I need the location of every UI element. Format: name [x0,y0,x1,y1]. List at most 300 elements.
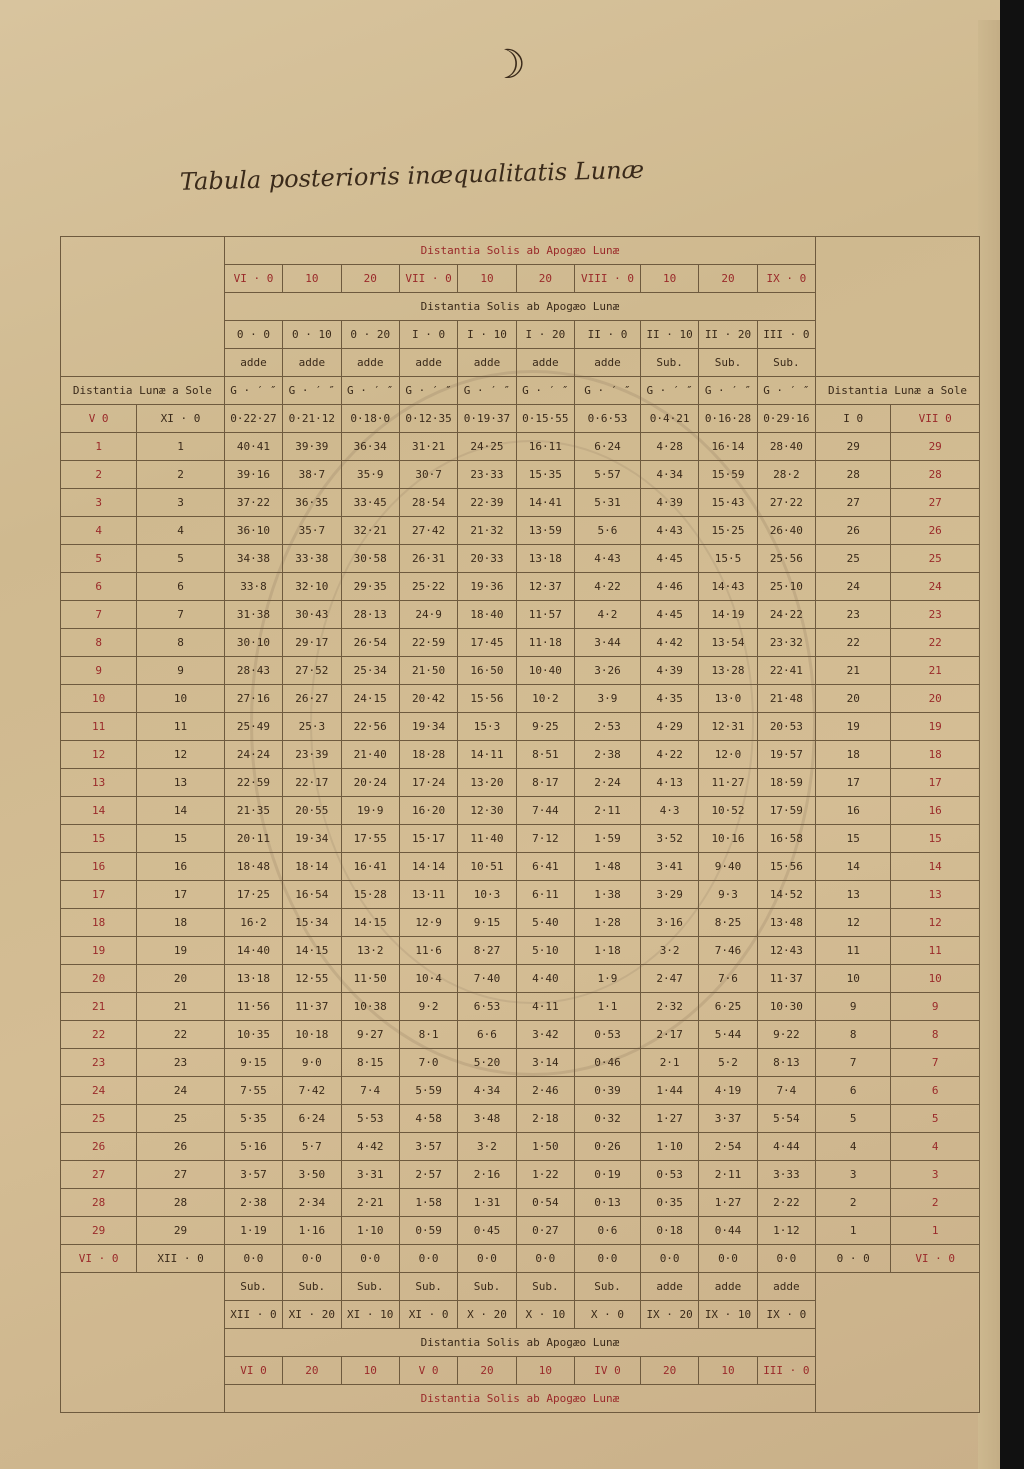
table-cell: 15·17 [399,825,457,853]
footer-sign: 20 [640,1357,698,1385]
table-cell: 4·42 [640,629,698,657]
table-row [61,1105,980,1133]
table-cell: 20·55 [283,797,341,825]
table-cell: 14·43 [699,573,757,601]
footer-op: Sub. [516,1273,574,1301]
row-label-red: 4 [61,517,137,545]
table-cell: 17·55 [341,825,399,853]
row-label-right: 5 [816,1105,891,1133]
table-cell: 36·35 [283,489,341,517]
table-row [61,657,980,685]
col-unit: G · ′ ″ [224,377,282,405]
table-cell: 2·32 [640,993,698,1021]
row-label: 7 [137,601,225,629]
table-cell: 10·16 [699,825,757,853]
table-cell: 3·57 [224,1161,282,1189]
row-label-right: 21 [816,657,891,685]
table-cell: 27·42 [399,517,457,545]
table-cell: 20·53 [757,713,815,741]
table-cell: 12·55 [283,965,341,993]
table-cell: 2·57 [399,1161,457,1189]
table-cell: 19·34 [399,713,457,741]
table-cell: 30·58 [341,545,399,573]
row-label: 14 [137,797,225,825]
row-label-right: 9 [816,993,891,1021]
table-cell: 30·10 [224,629,282,657]
table-cell: 18·40 [458,601,516,629]
row-label-right: 18 [816,741,891,769]
table-cell: 5·6 [575,517,641,545]
table-cell: 1·10 [640,1133,698,1161]
table-cell: 2·46 [516,1077,574,1105]
row-label-right: 2 [816,1189,891,1217]
table-cell: 14·41 [516,489,574,517]
row-label-red: 12 [61,741,137,769]
footer-sign: 10 [699,1357,757,1385]
table-cell: 15·59 [699,461,757,489]
table-cell: 28·13 [341,601,399,629]
top-sign: 10 [458,265,516,293]
table-cell: 12·31 [699,713,757,741]
table-row [61,1189,980,1217]
table-cell: 7·0 [399,1049,457,1077]
table-cell: 2·22 [757,1189,815,1217]
table-cell: 4·29 [640,713,698,741]
corner-cell-right [816,237,980,377]
row-label-right-red: 17 [891,769,980,797]
row-label-right-red: 13 [891,881,980,909]
table-cell: 3·9 [575,685,641,713]
col-degree: I · 0 [399,321,457,349]
table-cell: 8·27 [458,937,516,965]
table-cell: 10·35 [224,1021,282,1049]
table-cell: 0·35 [640,1189,698,1217]
table-cell: 10·3 [458,881,516,909]
row-label: 11 [137,713,225,741]
table-cell: 27·52 [283,657,341,685]
table-cell: 0·27 [516,1217,574,1245]
table-cell: 13·0 [699,685,757,713]
table-cell: 6·24 [575,433,641,461]
row-label-right-red: 3 [891,1161,980,1189]
row-label-right-red: 25 [891,545,980,573]
row-label-right: 25 [816,545,891,573]
table-row [61,825,980,853]
table-cell: 26·54 [341,629,399,657]
table-cell: 9·25 [516,713,574,741]
table-cell: 4·22 [575,573,641,601]
table-cell: 0·21·12 [283,405,341,433]
table-cell: 22·41 [757,657,815,685]
row-label: 2 [137,461,225,489]
row-label-right-red: 21 [891,657,980,685]
footer-col: X · 20 [458,1301,516,1329]
table-cell: 6·6 [458,1021,516,1049]
top-sign: 20 [341,265,399,293]
table-cell: 21·40 [341,741,399,769]
table-cell: 0·0 [757,1245,815,1273]
table-cell: 0·0 [640,1245,698,1273]
col-op: adde [224,349,282,377]
table-cell: 5·35 [224,1105,282,1133]
col-degree: I · 20 [516,321,574,349]
table-cell: 25·34 [341,657,399,685]
table-cell: 13·59 [516,517,574,545]
table-cell: 2·53 [575,713,641,741]
row-label-red: 1 [61,433,137,461]
table-cell: 5·54 [757,1105,815,1133]
table-cell: 14·19 [699,601,757,629]
table-cell: 12·43 [757,937,815,965]
table-cell: 4·34 [458,1077,516,1105]
table-cell: 5·59 [399,1077,457,1105]
row-label-right-red: 11 [891,937,980,965]
row-label-right: 26 [816,517,891,545]
table-cell: 2·11 [699,1161,757,1189]
table-cell: 2·11 [575,797,641,825]
table-cell: 25·49 [224,713,282,741]
row-label-right-red: 22 [891,629,980,657]
row-label-red: 6 [61,573,137,601]
row-label-right: 1 [816,1217,891,1245]
table-cell: 10·4 [399,965,457,993]
moon-symbol: ☽ [490,42,526,88]
footer-blank [61,1273,225,1413]
row-label-right-red: 9 [891,993,980,1021]
table-cell: 13·2 [341,937,399,965]
table-cell: 1·19 [224,1217,282,1245]
table-cell: 7·46 [699,937,757,965]
row-label: 29 [137,1217,225,1245]
table-cell: 16·14 [699,433,757,461]
col-unit: G · ′ ″ [757,377,815,405]
table-cell: 30·7 [399,461,457,489]
table-cell: 10·51 [458,853,516,881]
top-band-title-row [61,237,980,265]
table-cell: 13·54 [699,629,757,657]
table-cell: 11·50 [341,965,399,993]
footer-op: Sub. [575,1273,641,1301]
col-op: adde [516,349,574,377]
col-unit: G · ′ ″ [458,377,516,405]
table-cell: 0·44 [699,1217,757,1245]
row-label-right-red: 12 [891,909,980,937]
book-binding [1000,0,1024,1469]
top-sign: VII · 0 [399,265,457,293]
row-label-right: 15 [816,825,891,853]
row-label-right-red: 5 [891,1105,980,1133]
table-cell: 4·45 [640,545,698,573]
table-cell: 24·15 [341,685,399,713]
table-cell: 4·13 [640,769,698,797]
table-cell: 1·28 [575,909,641,937]
table-cell: 1·1 [575,993,641,1021]
table-row [61,1133,980,1161]
table-cell: 14·14 [399,853,457,881]
row-label-right-red: 26 [891,517,980,545]
table-cell: 0·0 [516,1245,574,1273]
table-cell: 5·7 [283,1133,341,1161]
col-degree: II · 20 [699,321,757,349]
row-label-right: 4 [816,1133,891,1161]
col-degree: 0 · 20 [341,321,399,349]
table-cell: 0·53 [575,1021,641,1049]
table-cell: 1·27 [699,1189,757,1217]
table-cell: 8·15 [341,1049,399,1077]
table-cell: 27·16 [224,685,282,713]
table-cell: 13·48 [757,909,815,937]
table-cell: 5·10 [516,937,574,965]
row-label-right: 11 [816,937,891,965]
table-cell: 2·16 [458,1161,516,1189]
table-cell: 11·57 [516,601,574,629]
footer-bottom-title: Distantia Solis ab Apogæo Lunæ [224,1385,815,1413]
table-cell: 3·41 [640,853,698,881]
table-row [61,629,980,657]
row-label: 10 [137,685,225,713]
footer-op: Sub. [283,1273,341,1301]
table-cell: 1·27 [640,1105,698,1133]
table-cell: 1·59 [575,825,641,853]
table-cell: 22·56 [341,713,399,741]
footer-op: Sub. [458,1273,516,1301]
table-cell: 0·12·35 [399,405,457,433]
footer-col: IX · 0 [757,1301,815,1329]
table-cell: 4·46 [640,573,698,601]
footer-sign: III · 0 [757,1357,815,1385]
row-label-right-red: 10 [891,965,980,993]
table-cell: 24·24 [224,741,282,769]
table-cell: 4·34 [640,461,698,489]
table-cell: 1·44 [640,1077,698,1105]
table-cell: 15·5 [699,545,757,573]
table-cell: 2·1 [640,1049,698,1077]
table-cell: 0·0 [399,1245,457,1273]
row-label-red: 16 [61,853,137,881]
table-cell: 16·58 [757,825,815,853]
row-label-right-red: 16 [891,797,980,825]
table-cell: 27·22 [757,489,815,517]
table-cell: 11·37 [757,965,815,993]
left-axis-label: Distantia Lunæ a Sole [61,377,225,405]
table-row [61,881,980,909]
row-label: 15 [137,825,225,853]
row-label: 25 [137,1105,225,1133]
table-cell: 17·59 [757,797,815,825]
footer-col: IX · 20 [640,1301,698,1329]
table-cell: 13·28 [699,657,757,685]
table-cell: 2·38 [575,741,641,769]
row-label-right-red: 29 [891,433,980,461]
table-cell: 20·42 [399,685,457,713]
table-cell: 11·56 [224,993,282,1021]
table-cell: 0·4·21 [640,405,698,433]
table-cell: 1·50 [516,1133,574,1161]
table-cell: 25·22 [399,573,457,601]
table-cell: 3·42 [516,1021,574,1049]
table-cell: 15·28 [341,881,399,909]
lunar-inequality-table [60,236,980,1413]
table-cell: 28·54 [399,489,457,517]
row-label: 27 [137,1161,225,1189]
row-label: 18 [137,909,225,937]
row-label: 1 [137,433,225,461]
row-label-right-red: VI · 0 [891,1245,980,1273]
col-unit: G · ′ ″ [341,377,399,405]
table-cell: 4·35 [640,685,698,713]
table-cell: 3·44 [575,629,641,657]
table-cell: 4·22 [640,741,698,769]
table-cell: 36·10 [224,517,282,545]
col-op: adde [458,349,516,377]
table-cell: 4·39 [640,489,698,517]
table-cell: 35·9 [341,461,399,489]
table-cell: 4·2 [575,601,641,629]
col-unit: G · ′ ″ [699,377,757,405]
table-cell: 2·38 [224,1189,282,1217]
table-cell: 7·55 [224,1077,282,1105]
table-cell: 26·31 [399,545,457,573]
top-sign: 10 [283,265,341,293]
row-label: XI · 0 [137,405,225,433]
table-cell: 39·16 [224,461,282,489]
row-label-right-red: 15 [891,825,980,853]
table-cell: 24·25 [458,433,516,461]
row-label-red: 10 [61,685,137,713]
table-cell: 0·32 [575,1105,641,1133]
row-label: 12 [137,741,225,769]
table-cell: 7·6 [699,965,757,993]
row-label-right: 12 [816,909,891,937]
table-cell: 4·58 [399,1105,457,1133]
footer-op: Sub. [224,1273,282,1301]
row-label-right: 14 [816,853,891,881]
col-op: Sub. [699,349,757,377]
table-cell: 4·40 [516,965,574,993]
row-label-red: 25 [61,1105,137,1133]
table-cell: 15·3 [458,713,516,741]
table-cell: 0·0 [699,1245,757,1273]
row-label: 20 [137,965,225,993]
col-degree: 0 · 10 [283,321,341,349]
table-cell: 0·6·53 [575,405,641,433]
table-cell: 2·34 [283,1189,341,1217]
table-cell: 9·2 [399,993,457,1021]
table-cell: 0·26 [575,1133,641,1161]
table-cell: 16·2 [224,909,282,937]
col-unit: G · ′ ″ [399,377,457,405]
footer-sign: 20 [458,1357,516,1385]
table-row [61,433,980,461]
table-cell: 0·29·16 [757,405,815,433]
table-row [61,965,980,993]
row-label-red: 18 [61,909,137,937]
table-cell: 0·18 [640,1217,698,1245]
table-cell: 0·53 [640,1161,698,1189]
footer-sign: 10 [516,1357,574,1385]
row-label-right: 17 [816,769,891,797]
table-cell: 24·22 [757,601,815,629]
row-label-right: I 0 [816,405,891,433]
table-cell: 28·2 [757,461,815,489]
col-degree: II · 10 [640,321,698,349]
table-cell: 2·24 [575,769,641,797]
table-cell: 8·13 [757,1049,815,1077]
row-label-red: 24 [61,1077,137,1105]
table-cell: 16·41 [341,853,399,881]
table-row [61,545,980,573]
table-cell: 0·13 [575,1189,641,1217]
col-op: Sub. [757,349,815,377]
row-label-red: 28 [61,1189,137,1217]
table-cell: 8·51 [516,741,574,769]
col-units-row [61,377,980,405]
table-cell: 17·24 [399,769,457,797]
table-cell: 16·54 [283,881,341,909]
table-cell: 9·15 [458,909,516,937]
table-cell: 33·45 [341,489,399,517]
table-cell: 15·35 [516,461,574,489]
col-degree: I · 10 [458,321,516,349]
table-cell: 7·40 [458,965,516,993]
table-cell: 9·3 [699,881,757,909]
table-cell: 10·18 [283,1021,341,1049]
row-label-right: 27 [816,489,891,517]
col-op: Sub. [640,349,698,377]
row-label-right-red: 4 [891,1133,980,1161]
table-cell: 4·39 [640,657,698,685]
row-label: XII · 0 [137,1245,225,1273]
table-cell: 3·33 [757,1161,815,1189]
top-sign: 20 [699,265,757,293]
table-cell: 34·38 [224,545,282,573]
col-degree: 0 · 0 [224,321,282,349]
table-cell: 19·36 [458,573,516,601]
table-cell: 3·31 [341,1161,399,1189]
table-cell: 10·40 [516,657,574,685]
table-cell: 23·32 [757,629,815,657]
footer-col: X · 10 [516,1301,574,1329]
table-cell: 0·46 [575,1049,641,1077]
table-cell: 6·25 [699,993,757,1021]
table-cell: 29·35 [341,573,399,601]
row-label-right: 19 [816,713,891,741]
table-row [61,1077,980,1105]
table-cell: 4·11 [516,993,574,1021]
top-sign: 10 [640,265,698,293]
table-cell: 1·16 [283,1217,341,1245]
table-cell: 1·48 [575,853,641,881]
footer-sign: V 0 [399,1357,457,1385]
table-cell: 25·10 [757,573,815,601]
table-cell: 26·27 [283,685,341,713]
table-cell: 19·9 [341,797,399,825]
row-label-right: 10 [816,965,891,993]
table-cell: 24·9 [399,601,457,629]
row-label-right-red: 24 [891,573,980,601]
table-cell: 0·16·28 [699,405,757,433]
row-label-red: 27 [61,1161,137,1189]
table-cell: 22·17 [283,769,341,797]
col-op: adde [575,349,641,377]
table-cell: 0·0 [341,1245,399,1273]
table-row [61,993,980,1021]
table-row [61,853,980,881]
col-unit: G · ′ ″ [283,377,341,405]
table-cell: 28·43 [224,657,282,685]
row-label-red: 5 [61,545,137,573]
table-cell: 32·21 [341,517,399,545]
